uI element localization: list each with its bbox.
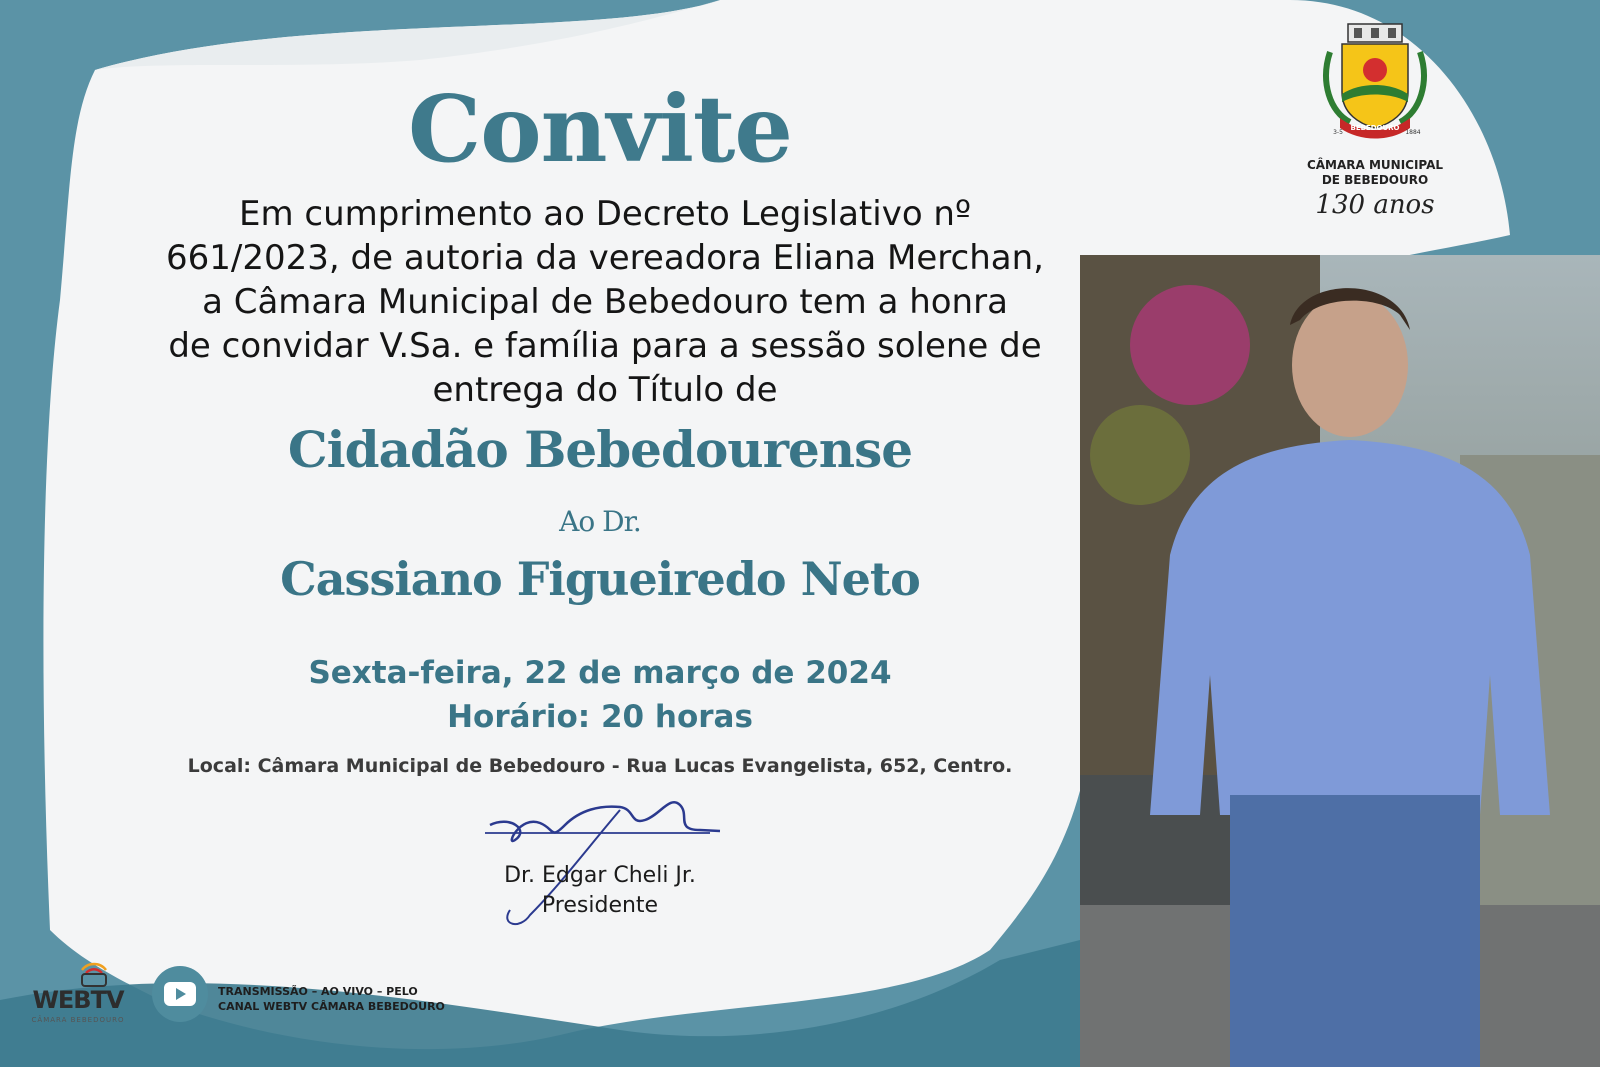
signatory-role: Presidente [541,893,659,918]
event-time: Horário: 20 horas [447,699,753,735]
body-line: 661/2023, de autoria da vereadora Eliana Merchan, [166,238,1044,278]
honoree-photo [1080,255,1600,1067]
signatory-name: Dr. Edgar Cheli Jr. [504,863,696,888]
anniversary-label: 130 anos [1315,190,1435,220]
crest-ribbon-right: 1884 [1405,129,1421,136]
municipal-crest-icon [1320,22,1430,142]
stream-notice [218,984,498,1014]
honor-prefix: Ao Dr. [559,505,641,538]
invitation-body [90,192,1120,412]
body-line: de convidar V.Sa. e família para a sessão solene de [168,326,1042,366]
crest-ribbon-left: 3-5 [1333,129,1343,136]
stream-line: TRANSMISSÃO – AO VIVO – PELO [218,985,418,998]
webtv-icon [76,960,112,988]
body-line: a Câmara Municipal de Bebedouro tem a honra [202,282,1008,322]
chamber-name [1290,158,1460,188]
honoree-name: Cassiano Figueiredo Neto [280,552,920,606]
webtv-subtitle: CÂMARA BEBEDOURO [31,1016,125,1024]
honor-title: Cidadão Bebedourense [287,420,913,479]
crest-ribbon-text: BEBEDOURO [1350,124,1400,132]
chamber-line: CÂMARA MUNICIPAL [1306,158,1444,172]
youtube-button[interactable] [152,966,208,1022]
event-date: Sexta-feira, 22 de março de 2024 [308,655,892,691]
youtube-icon [164,982,196,1006]
webtv-wordmark: WEBTV [32,986,124,1014]
invitation-title: Convite [408,75,792,183]
body-line: Em cumprimento ao Decreto Legislativo nº [239,194,971,234]
body-line: entrega do Título de [432,370,778,410]
chamber-line: DE BEBEDOURO [1321,173,1429,187]
stream-line: CANAL WEBTV CÂMARA BEBEDOURO [218,1000,445,1013]
event-location: Local: Câmara Municipal de Bebedouro - Rua Lucas Evangelista, 652, Centro. [187,755,1013,777]
webtv-logo [18,958,138,1048]
